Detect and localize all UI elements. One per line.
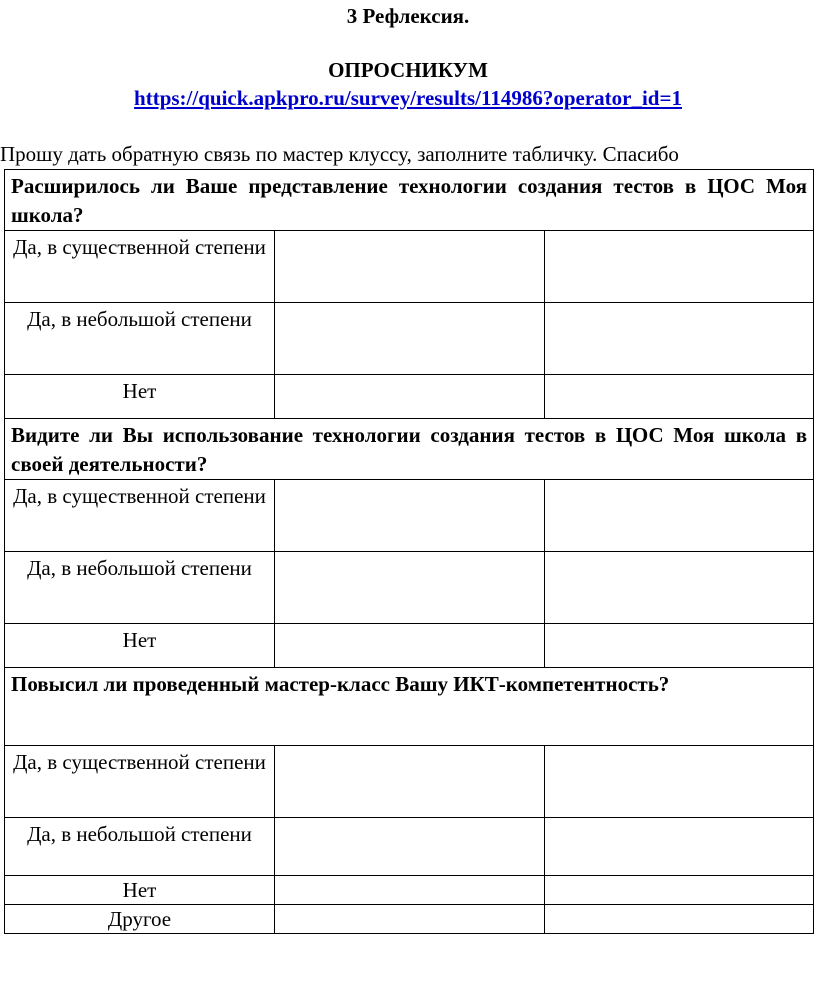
survey-link[interactable]: https://quick.apkpro.ru/survey/results/114986?operator_id=1: [134, 86, 682, 110]
option-label: Да, в небольшой степени: [5, 303, 275, 375]
answer-cell[interactable]: [275, 231, 545, 303]
answer-cell[interactable]: [545, 876, 814, 905]
answer-cell[interactable]: [545, 746, 814, 818]
option-row: [5, 746, 814, 818]
answer-cell[interactable]: [275, 624, 545, 668]
answer-cell[interactable]: [275, 746, 545, 818]
option-row: [5, 480, 814, 552]
feedback-table: [4, 169, 814, 934]
question-text: Расширилось ли Ваше представление технологии создания тестов в ЦОС Моя школа?: [5, 170, 814, 231]
answer-cell[interactable]: [545, 375, 814, 419]
question-row: [5, 419, 814, 480]
option-label: Да, в существенной степени: [5, 746, 275, 818]
answer-cell[interactable]: [275, 818, 545, 876]
question-text: Видите ли Вы использование технологии создания тестов в ЦОС Моя школа в своей деятельности?: [5, 419, 814, 480]
intro-text: Прошу дать обратную связь по мастер клуссу, заполните табличку. Спасибо: [0, 142, 679, 166]
option-label: Да, в существенной степени: [5, 231, 275, 303]
question-row: [5, 170, 814, 231]
answer-cell[interactable]: [545, 905, 814, 934]
question-row: [5, 668, 814, 746]
option-row: [5, 303, 814, 375]
option-label: Да, в небольшой степени: [5, 552, 275, 624]
option-label: Нет: [5, 375, 275, 419]
option-row: [5, 624, 814, 668]
answer-cell[interactable]: [545, 552, 814, 624]
option-label: Нет: [5, 624, 275, 668]
option-row: [5, 375, 814, 419]
option-row: [5, 905, 814, 934]
answer-cell[interactable]: [545, 480, 814, 552]
answer-cell[interactable]: [545, 624, 814, 668]
option-label: Нет: [5, 876, 275, 905]
survey-title: ОПРОСНИКУМ: [328, 58, 488, 82]
answer-cell[interactable]: [545, 303, 814, 375]
option-label: Да, в существенной степени: [5, 480, 275, 552]
option-row: [5, 552, 814, 624]
answer-cell[interactable]: [275, 303, 545, 375]
answer-cell[interactable]: [275, 480, 545, 552]
answer-cell[interactable]: [275, 905, 545, 934]
option-label: Другое: [5, 905, 275, 934]
answer-cell[interactable]: [545, 818, 814, 876]
option-row: [5, 818, 814, 876]
option-row: [5, 231, 814, 303]
option-label: Да, в небольшой степени: [5, 818, 275, 876]
answer-cell[interactable]: [545, 231, 814, 303]
answer-cell[interactable]: [275, 375, 545, 419]
answer-cell[interactable]: [275, 552, 545, 624]
section-title: 3 Рефлексия.: [346, 4, 470, 28]
answer-cell[interactable]: [275, 876, 545, 905]
question-text: Повысил ли проведенный мастер-класс Вашу ИКТ-компетентность?: [5, 668, 814, 746]
option-row: [5, 876, 814, 905]
